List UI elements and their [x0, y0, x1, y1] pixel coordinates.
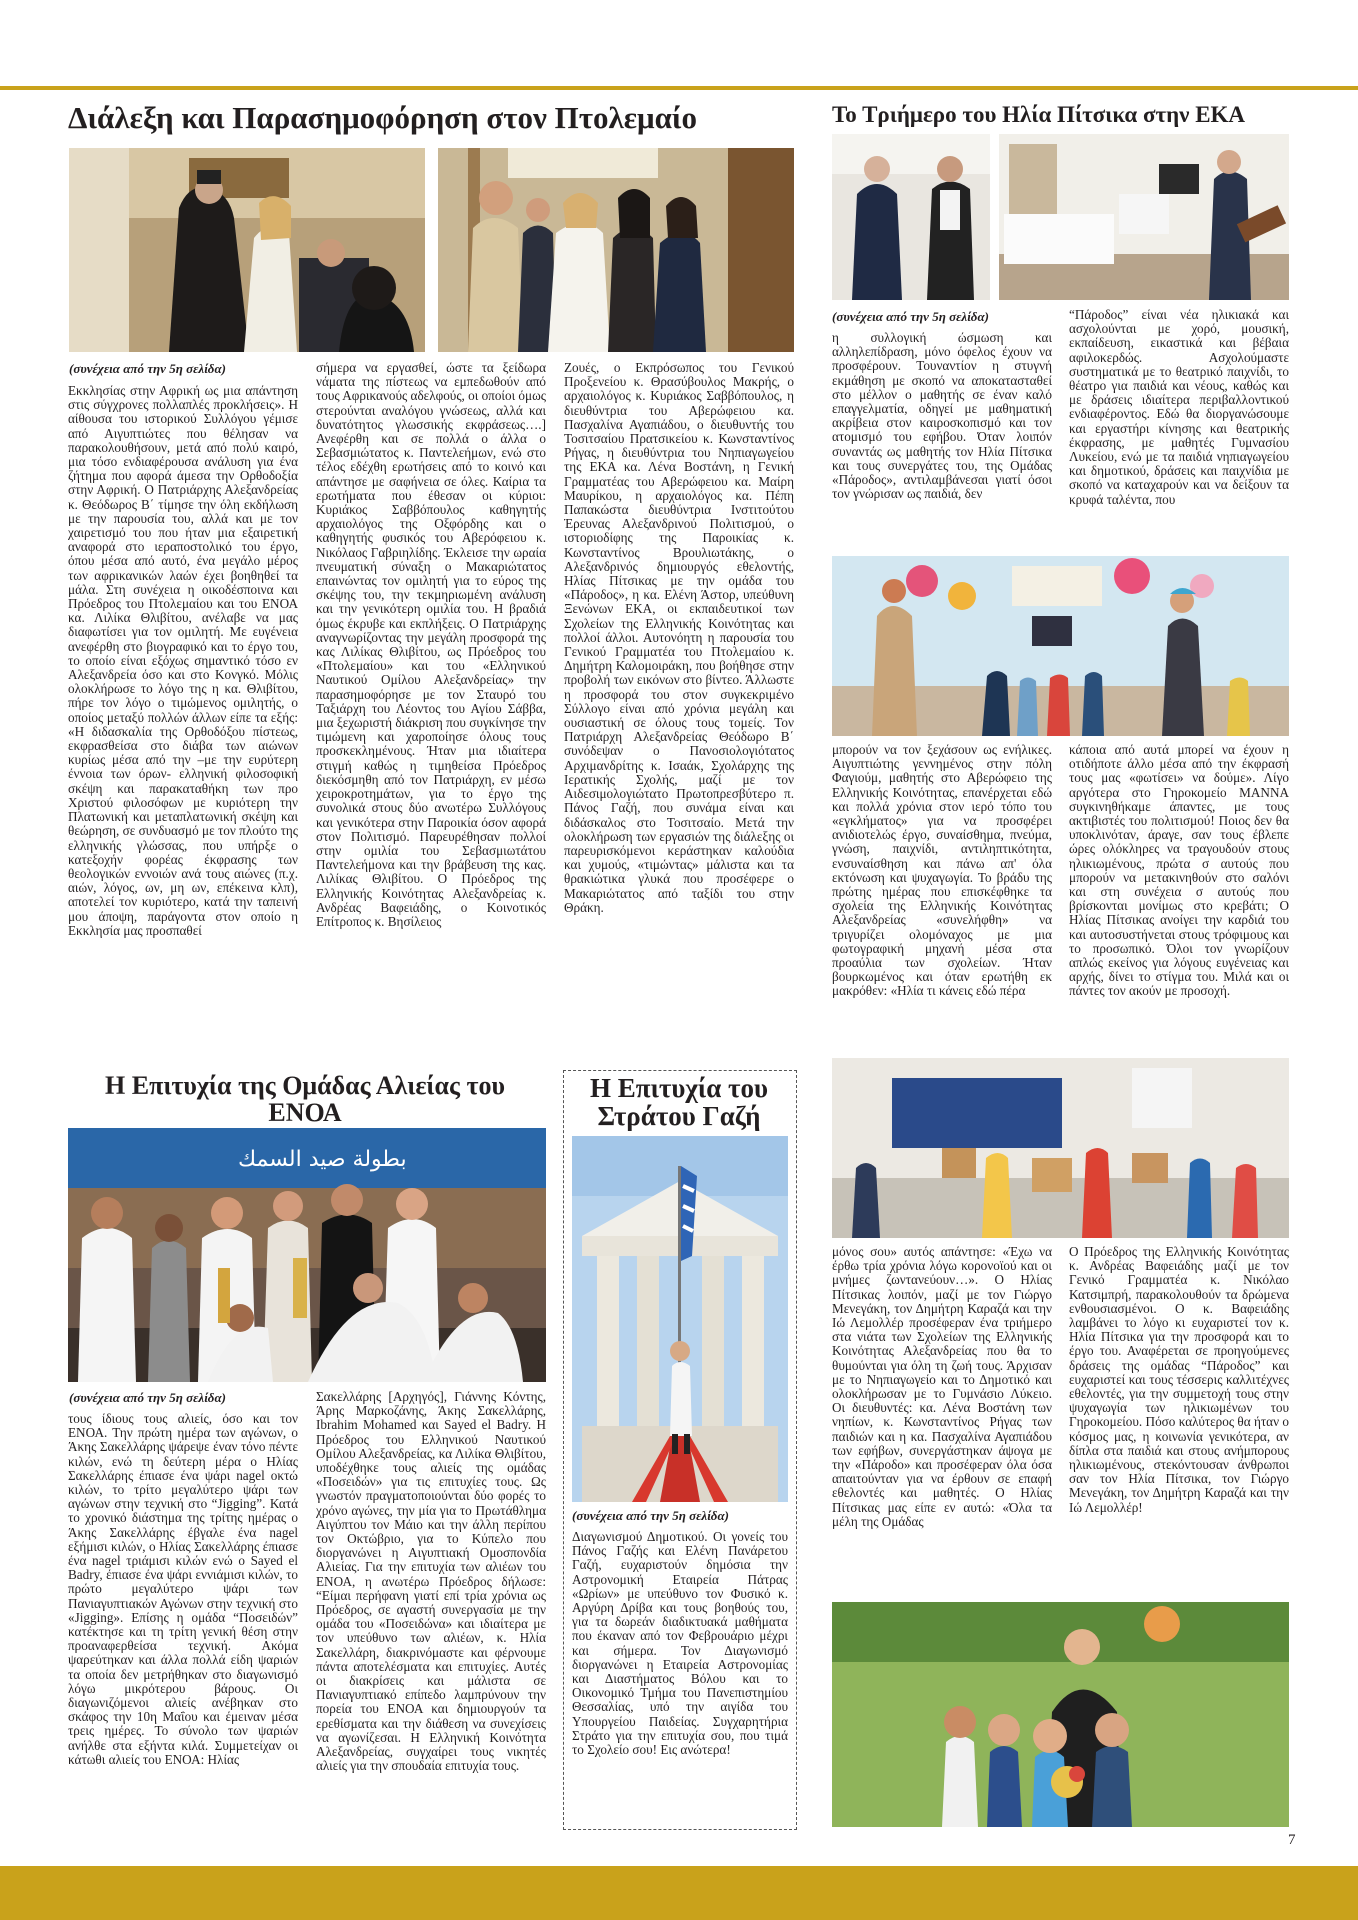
eka-column-2: [1069, 308, 1289, 541]
eka-photo-classroom-boxes: [832, 1058, 1289, 1238]
fishing-column-2-text: Σακελλάρης [Αρχηγός], Γιάννης Κόντης, Άρης Μαρκοζάνης, Άκης Σακελλάρης, Ibrahim Mohamed και Sayed el Badry. Η Πρόεδρος του Ελληνικού Ναυτικού Ομίλου Αλεξανδρείας, κα Λιλίκα Θλιβίτου, υποδέχθηκε τους αλιείς της ομάδας «Ποσειδών» για τις επιτυχίες τους. Ως γνωστόν πραγματοποιούνται δύο φορές το χρόνο αγώνες, την μία για το Πρωτάθλημα Αιγύπτου τον Μάιο και την άλλη περίπου τον Οκτώβριο, για το Κύπελο που διοργανώνει η Αιγυπτιακή Ομοσπονδία Αλιείας. Για την επιτυχία των αλιέων του ΕΝΟΑ, η ανωτέρω Πρόεδρος δήλωσε: “Είμαι περήφανη γιατί επί τρία χρόνια ως Πρόεδρος, σε αγαστή συνεργασία με την ομάδα του «Ποσειδώνα» και ιδιαίτερα με τον υπεύθυνο των αλιέων, κ. Ηλία Σακελλάρη, διακρινόμαστε και φέρνουμε πάντα αποτελέσματα και επιτυχίες. Αυτές οι διακρίσεις και μάλιστα σε Πανιαγυπτιακό επίπεδο λαμπρύνουν την πορεία του ΕΝΟΑ και δημιουργούν τα ερεθίσματα και την διάθεση να συνεχίσεις να αγωνίζεσαι. Η Ελληνική Κοινότητα Αλεξανδρείας, συγχαίρει τους νικητές αλιείς για την σπουδαία επιτυχία τους.: [316, 1390, 546, 1774]
lecture-column-1: [68, 384, 298, 1040]
eka-column-2-text: “Πάροδος” είναι νέα ηλικιακά και ασχολούνται με χορό, μουσική, εκπαίδευση, εικαστικά και βέβαια αφιλοκερδώς. Ασχολούμαστε συστηματικά με το θεατρικό παιχνίδι, το θέατρο για παιδιά και νέους, καθώς και με δράσεις ιδιαίτερα περιβαλλοντικού ενδιαφέροντος. Εδώ θα διοργανώσουμε και εργαστήρι κίνησης και θεατρικής έκφρασης, με μαθητές Γυμνασίου Λυκείου, ενώ με τα παιδιά νηπιαγωγείου και δημοτικού, δράσεις και παιχνίδια με σκοπό να καταχαρούν και να δείξουν τα κρυφά ταλέντα, που: [1069, 308, 1289, 507]
eka-column-6: [1069, 1245, 1289, 1600]
fishing-column-1: [68, 1412, 298, 1830]
fishing-team-photo: [68, 1128, 546, 1382]
eka-column-3: [832, 743, 1052, 1041]
lecture-column-3-text: Ζουές, ο Εκπρόσωπος του Γενικού Προξενείου κ. Θρασύβουλος Μακρής, ο αρχαιολόγος κ. Κυριάκος Σαββόπουλος, η διευθύντρια του Αβερώφειου κα. Πασχαλίνα Αγαπιάδου, ο διευθυντής του Τοσιτσαίου Πρατσικείου κ. Κωνσταντίνος Ρήγας, η διευθύντρια του Νηπιαγωγείου της ΕΚΑ κα. Λένα Βοστάνη, η Γενική Γραμματέας του Αβερώφειου κα. Μαίρη Μαυρίκου, η αρχαιολόγος κα. Πέπη Παπακώστα διευθύντρια Ινστιτούτου Έρευνας Αλεξανδρινού Πολιτισμού, ο ιστοριοδίφης της Παροικίας κ. Κωνσταντίνος Βρουλιωτάκης, ο Αλεξανδρινός δημιουργός εθελοντής, Ηλίας Πίτσικας με την ομάδα του «Πάροδος», η κα. Ελένη Άστορ, υπεύθυνη Ξενώνων ΕΚΑ, οι εκπαιδευτικοί των Σχολείων της Ελληνικής Κοινότητας και πολλοί άλλοι. Αυτονόητη η παρουσία του Γενικού Γραμματέα του Πτολεμαίου κ. Δημήτρη Καλομοιράκη, που βοήθησε στην προβολή των εικόνων στο βίντεο. Άλλωστε η προσφορά του στον συγκεκριμένο Σύλλογο είναι από χρόνια μεγάλη και ουσιαστική σε όλους τους τομείς. Τον Πατριάρχη Αλεξανδρείας Θεόδωρο Β΄ συνόδεψαν ο Πανοσιολογιότατος Αρχιμανδρίτης κ. Ισαάκ, Σχολάρχης της Ιερατικής Σχολής, μαζί με τον Αιδεσιμολογιώτατο Πρωτοπρεσβύτερο π. Πάνος Γαζή, που συνάμα είναι και διδάσκαλος στο Τοσιτσαίο. Μετά την ολοκλήρωση των εργασιών της διάλεξης οι παρευρισκόμενοι κεράστηκαν καλούδια και χυμούς, «τιμώντας» μάλιστα και τα θρακιώτικα γλυκά που προσέφερε ο Μακαριώτατος από ταξίδι του στην Θράκη.: [564, 361, 794, 915]
eka-column-4-text: κάποια από αυτά μπορεί να έχουν η οτιδήποτε άλλο μέσα από την έκφρασή τους μας «φωτίσει» να δούμε». Λίγο αργότερα στο Γηροκομείο ΜΑΝΝΑ συγκινηθήκαμε άπαντες, με τους ακτιβιστές του πολιτισμού! Ποιος δεν θα υποκλινόταν, άραγε, σαν τους έβλεπε ώρες ολόκληρες να τραγουδούν στους ηλικιωμένους, πρώτα σ αυτούς που μπορούν να μετακινηθούν στο σαλόνι και στη συνέχεια σ αυτούς που βρίσκονται μονίμως στο κρεβάτι; Ο Ηλίας Πίτσικας ανοίγει την καρδιά του και αυτοσυστήνεται στους τρόφιμους και το προσωπικό. Όλοι τον γνωρίζουν απλώς εκείνος για λόγους ευγένειας και αρχής, δίνει το στίγμα του. Μιλά και οι πάντες τον ακούν με προσοχή.: [1069, 743, 1289, 999]
eka-headline: Το Τριήμερο του Ηλία Πίτσικα στην ΕΚΑ: [832, 102, 1246, 127]
stratos-column-text: Διαγωνισμού Δημοτικού. Οι γονείς του Πάνος Γαζής και Ελένη Πανάρετου Γαζή, ευχαριστούν δημόσια την Αστρονομική Εταιρεία Πάτρας «Ωρίων» με υπεύθυνο τον Φυσικό κ. Αργύρη Δρίβα και τους βοηθούς του, για τα δωρεάν διαδικτυακά μαθήματα που έκαναν από τον Φεβρουάριο μέχρι και σήμερα. Τον Διαγωνισμό διοργανώνει η Εταιρεία Αστρονομίας και Διαστήματος Βόλου και το Οικονομικό Τμήμα του Πανεπιστημίου Θεσσαλίας, υπό την αιγίδα του Υπουργείου Παιδείας. Συγχαρητήρια Στράτο για την επιτυχία σου, που τιμά το Σχολείο σου! Εις ανώτερα!: [572, 1530, 788, 1758]
lecture-headline: Διάλεξη και Παρασημοφόρηση στον Πτολεμαίο: [68, 100, 698, 135]
eka-column-4: [1069, 743, 1289, 1041]
lecture-column-2-text: σήμερα να εργασθεί, ώστε τα ξείδωρα νάματα της πίστεως να εμπεδωθούν από τους Αφρικανούς αδελφούς, οι οποίοι όμως στερούνται αναλόγου γνώσεως, αλλά και δυνατότητος γλωσσικής εκφράσεως….] Ανεφέρθη και σε πολλά ο άλλα ο Σεβασμιώτατος κ. Παντελεήμων, ενώ στο τέλος εδέχθη ερωτήσεις από το κοινό και απάντησε με σαφήνεια σε όλες. Καίρια τα ερωτήματα που έθεσαν οι κύριοι: Κυριάκος Σαββόπουλος καθηγητής αρχαιολόγος της Οξφόρδης και ο καθηγητής φυσικός του Αβερόφειου κ. Νικόλαος Γαβριηλίδης. Έκλεισε την ωραία πνευματική σύναξη ο Μακαριώτατος επαινώντας τον ομιλητή για το εύρος της σκέψης του, την τεκμηριωμένη ανάλυση και την γενικότερη ομιλία του. Η βραδιά όμως έκρυβε και εκπλήξεις. Ο Πατριάρχης αναγνωρίζοντας την μεγάλη προσφορά της κας Λιλίκας Θλιβίτου, ως Πρόεδρος του «Πτολεμαίου» και του «Ελληνικού Ναυτικού Ομίλου Αλεξανδρείας» την παρασημοφόρησε με τον Σταυρό του Ταξιάρχη του Λέοντος του Αγίου Σάββα, μια ξεχωριστή διάκριση που συγκίνησε την τιμώμενη και χαροποίησε όλους τους προσκεκλημένους. Ήταν μια ιδιαίτερα στιγμή καθώς η τιμηθείσα Πρόεδρος διεκόσμηθη από τον Πατριάρχη, εν μέσω χειροκροτημάτων, για το έργο της συνολικά στους δύο ανωτέρω Συλλόγους και γενικότερα στην Παροικία όσον αφορά στον Πολιτισμό. Παρευρέθησαν πολλοί στην ομιλία του Σεβασμιωτάτου Παντελεήμονα και την βράβευση της κας. Λιλίκας Θλιβίτου. Ο Πρόεδρος της Ελληνικής Κοινότητας Αλεξανδρείας κ. Ανδρέας Βαφειάδης, ο Κοινοτικός Επίτροπος κ. Βησίλειος: [316, 361, 546, 929]
eka-photo-nursing-room: [999, 134, 1289, 300]
eka-column-1: [832, 331, 1052, 541]
fishing-continuation-caption: (συνέχεια από την 5η σελίδα): [69, 1390, 226, 1405]
fishing-banner-text: بطولة صيد السمك: [238, 1147, 407, 1172]
eka-continuation-caption: (συνέχεια από την 5η σελίδα): [832, 309, 989, 324]
lecture-column-2: [316, 361, 546, 1040]
fishing-column-2: [316, 1390, 546, 1830]
eka-column-5-text: μόνος σου» αυτός απάντησε: «Έχω να έρθω τρία χρόνια λόγω κορονοϊού και οι μνήμες ζωντανεύουν…». Ο Ηλίας Πίτσικας λοιπόν, μαζί με τον Γιώργο Μενεγάκη, τον Δημήτρη Καραζά και την Ιώ Λεμολλέρ προσέφεραν ένα τριήμερο στα νιάτα των Σχολείων της Ελληνικής Κοινότητας Αλεξανδρείας που θα το θυμούνται για όλη τη ζωή τους. Άρχισαν με το Νηπιαγωγείο και το Δημοτικό και ολοκλήρωσαν με το Γυμνάσιο Λύκειο. Οι διευθυντές: κα. Λένα Βοστάνη των νηπίων, κ. Κωνσταντίνος Ρήγας των παιδιών και η κα. Πασχαλίνα Αγαπιάδου των εφήβων, συνεργάστηκαν άψογα με την «Πάροδο» και προσέφεραν όλα όσα απαιτούνταν για να έρθουν σε επαφή εθελοντές και μαθητές. Ο Ηλίας Πίτσικας μας είπε εν αυτώ: «Όλα τα μέλη της Ομάδας: [832, 1245, 1052, 1529]
stratos-photo-flag: [572, 1136, 788, 1502]
lecture-continuation-caption: (συνέχεια από την 5η σελίδα): [69, 361, 226, 376]
bottom-bar: [0, 1866, 1358, 1920]
lecture-photo-patriarch: [69, 148, 425, 352]
eka-column-3-text: μπορούν να τον ξεχάσουν ως ενήλικες. Αιγυπτιώτης γεννημένος στην πόλη Φαγιούμ, μαθητής στο Αβερώφειο της Ελληνικής Κοινότητας, επανέρχεται εδώ και πολλά χρόνια στον ιερό τόπο του «εγκλήματος» για να προσφέρει ανιδιοτελώς έργο, συναίσθημα, πνεύμα, γνώση, παιχνίδι, αντιληπτικότητα, ενσυναίσθηση και πάνω απ' όλα εκτόνωση και ψυχαγωγία. Το βράδυ της πρώτης ημέρας που επισκέφθηκε τα σχολεία της Ελληνικής Κοινότητας Αλεξανδρείας «συνελήφθη» να τριγυρίζει ολομόναχος με μια φωτογραφική μηχανή μέσα στα προαύλια των σχολείων. Ήταν βουρκωμένος και όταν ερωτήθη εκ μακρόθεν: «Ηλία τι κάνεις εδώ πέρα: [832, 743, 1052, 999]
stratos-headline: Η Επιτυχία του Στράτου Γαζή: [589, 1073, 768, 1132]
top-rule: [0, 86, 1358, 90]
eka-column-1-text: η συλλογική ώσμωση και αλληλεπίδραση, μόνο όφελος έχουν να προσφέρουν. Τουναντίον η στυγνή εκμάθηση με σκοπό να αποκατασταθεί στο μέλλον ο μαθητής σε έναν καλό επαγγελματία, οδηγεί με μαθηματική ακρίβεια στον καιροσκοπισμό και τον ατομισμό του εφήβου. Όταν λοιπόν συναντάς ως μαθητής τον Ηλία Πίτσικα και τους συνεργάτες του, της Ομάδας «Πάροδος», αντιλαμβάνεσαι γιατί όσοι τον γνώρισαν ως παιδιά, δεν: [832, 331, 1052, 502]
lecture-column-1-text: Εκκλησίας στην Αφρική ως μια απάντηση στις σύγχρονες πολλαπλές προκλήσεις». Η αίθουσα του ιστορικού Συλλόγου γέμισε από Αιγυπτιώτες που θέλησαν να παρακολουθήσουν, μετά από πολύ καιρό, μια τόσο ενδιαφέρουσα ανάλυση για ένα ζήτημα που αφορά άμεσα την Ορθοδοξία στην Αφρική. Ο Πατριάρχης Αλεξανδρείας κ. Θεόδωρος Β΄ τίμησε την όλη εκδήλωση με την παρουσία του, αλλά και με τον χαιρετισμό του που ήταν μια εξαιρετική αναφορά στο ιεραποστολικό του έργο, όπου μέσα από αυτό, ένα μεγάλο μέρος των αφρικανικών λαών έχει βοηθηθεί τα μάλα. Στη συνέχεια η οικοδέσποινα και Πρόεδρος του Πτολεμαίου και του ΕΝΟΑ κα. Λιλίκα Θλιβίτου, ανέλαβε να μας διαφωτίσει για τον ομιλητή. Με ευγένεια ανεφέρθη στο βιογραφικό και το έργο του, το οποίο είναι εξόχως σημαντικό τόσο εν Αλεξανδρεία όσο και στο Κονγκό. Μόλις ολοκλήρωσε το λόγο της η κα. Θλιβίτου, πήρε τον λόγο ο τιμώμενος ομιλητής, ο οποίος μεταξύ πολλών άλλων είπε τα εξής: «Η διδασκαλία της Ορθοδόξου πίστεως, εκφρασθείσα στο διάβα των αιώνων κυρίως μέσα από την –με την ευρύτερη έννοια των όρων- ελληνική φιλοσοφική σκέψη και παρακαταθήκη των προ Χριστού φιλοσόφων με κυριότερη την Πλατωνική και μεταπλατωνική σκέψη και θεώρηση, σε συνδυασμό με τον πλούτο της ελληνικής γλώσσας, που υπήρξε ο κατεξοχήν φορέας έκφρασης των θεολογικών εννοιών ανά τους αιώνες (π.χ. αιών, λόγος, ων, μη ων, επέκεινα κλπ), αποτελεί τον κυριότερο, κατά την ταπεινή μου άποψη, παράγοντα στον οποίο η Εκκλησία μας προσπαθεί: [68, 384, 298, 938]
eka-photo-men-talking: [832, 134, 990, 300]
page-number: 7: [1288, 1832, 1296, 1848]
eka-photo-children-garden: [832, 1602, 1289, 1827]
fishing-column-1-text: τους ίδιους τους αλιείς, όσο και τον ΕΝΟΑ. Την πρώτη ημέρα των αγώνων, ο Άκης Σακελλάρης ψάρεψε έναν τόνο πέντε κιλών, ενώ τη δεύτερη μέρα ο Ηλίας Σακελλάρης έπιασε ένα ψάρι nagel οκτώ κιλών, το τρίτο μεγαλύτερο ψάρι των αγώνων στην τεχνική στο “Jigging”. Κατά το χρονικό διάστημα της τρίτης ημέρας ο Άκης Σακελλάρης έβγαλε ένα nagel εξήμισι κιλών, ο Ηλίας Σακελλάρης έπιασε ένα nagel τριάμισι κιλών ενώ ο Sayed el Badry, έπιασε ένα ψάρι εννιάμισι κιλών, το πρώτο μεγαλύτερο ψάρι των Πανιαγυπτιακών Αγώνων στην τεχνική στο «Jigging». Επίσης η ομάδα “Ποσειδών” κατέκτησε και τη τρίτη γενική θέση στην προαναφερθείσα τεχνική. Ακόμα ψαρεύτηκαν και άλλα πολλά είδη ψαριών τα οποία δεν μετρήθηκαν στο διαγωνισμό λόγω μικρότερου βάρους. Οι διαγωνιζόμενοι αλιείς ανέβηκαν στο σκάφος την 10η Μαΐου και έμειναν μέσα τρεις ημέρες. Το σύνολο των ψαριών ανήλθε στα εξήντα κιλά. Συμμετείχαν οι κάτωθι αλιείς του ΕΝΟΑ: Ηλίας: [68, 1412, 298, 1767]
fishing-headline: Η Επιτυχία της Ομάδας Αλιείας του ΕΝΟΑ: [105, 1071, 505, 1128]
eka-column-6-text: Ο Πρόεδρος της Ελληνικής Κοινότητας κ. Ανδρέας Βαφειάδης μαζί με τον Γενικό Γραμματέα κ. Νικόλαο Κατσιμπρή, παρακολουθούν τα δρώμενα ενθουσιασμένοι. Ο κ. Βαφειάδης λαμβάνει το λόγο κι ευχαριστεί τον κ. Ηλία Πίτσικα για την προσφορά και το έργο του. Αναφέρεται σε προηγούμενες δράσεις της ομάδας “Πάροδος” και ευχαριστεί και τους τέσσερις καλλιτέχνες εθελοντές, για την συμμετοχή τους στην ψυχαγωγία των ηλικιωμένων του Γηροκομείου. Πόσο καλύτερος θα ήταν ο κόσμος μας, η κοινωνία γενικότερα, αν δίπλα στα παιδιά και στους ανήμπορους ηλικιωμένους, στεκόντουσαν άνθρωποι σαν τον Ηλία Πίτσικα, τον Γιώργο Μενεγάκη, τον Δημήτρη Καραζά και την Ιώ Λεμολλέρ!: [1069, 1245, 1289, 1515]
lecture-photo-group: [438, 148, 794, 352]
stratos-continuation-caption: (συνέχεια από την 5η σελίδα): [572, 1508, 729, 1523]
lecture-column-3: [564, 361, 794, 1048]
eka-photo-kindergarten: [832, 556, 1289, 736]
stratos-column: [572, 1530, 788, 1824]
eka-column-5: [832, 1245, 1052, 1600]
